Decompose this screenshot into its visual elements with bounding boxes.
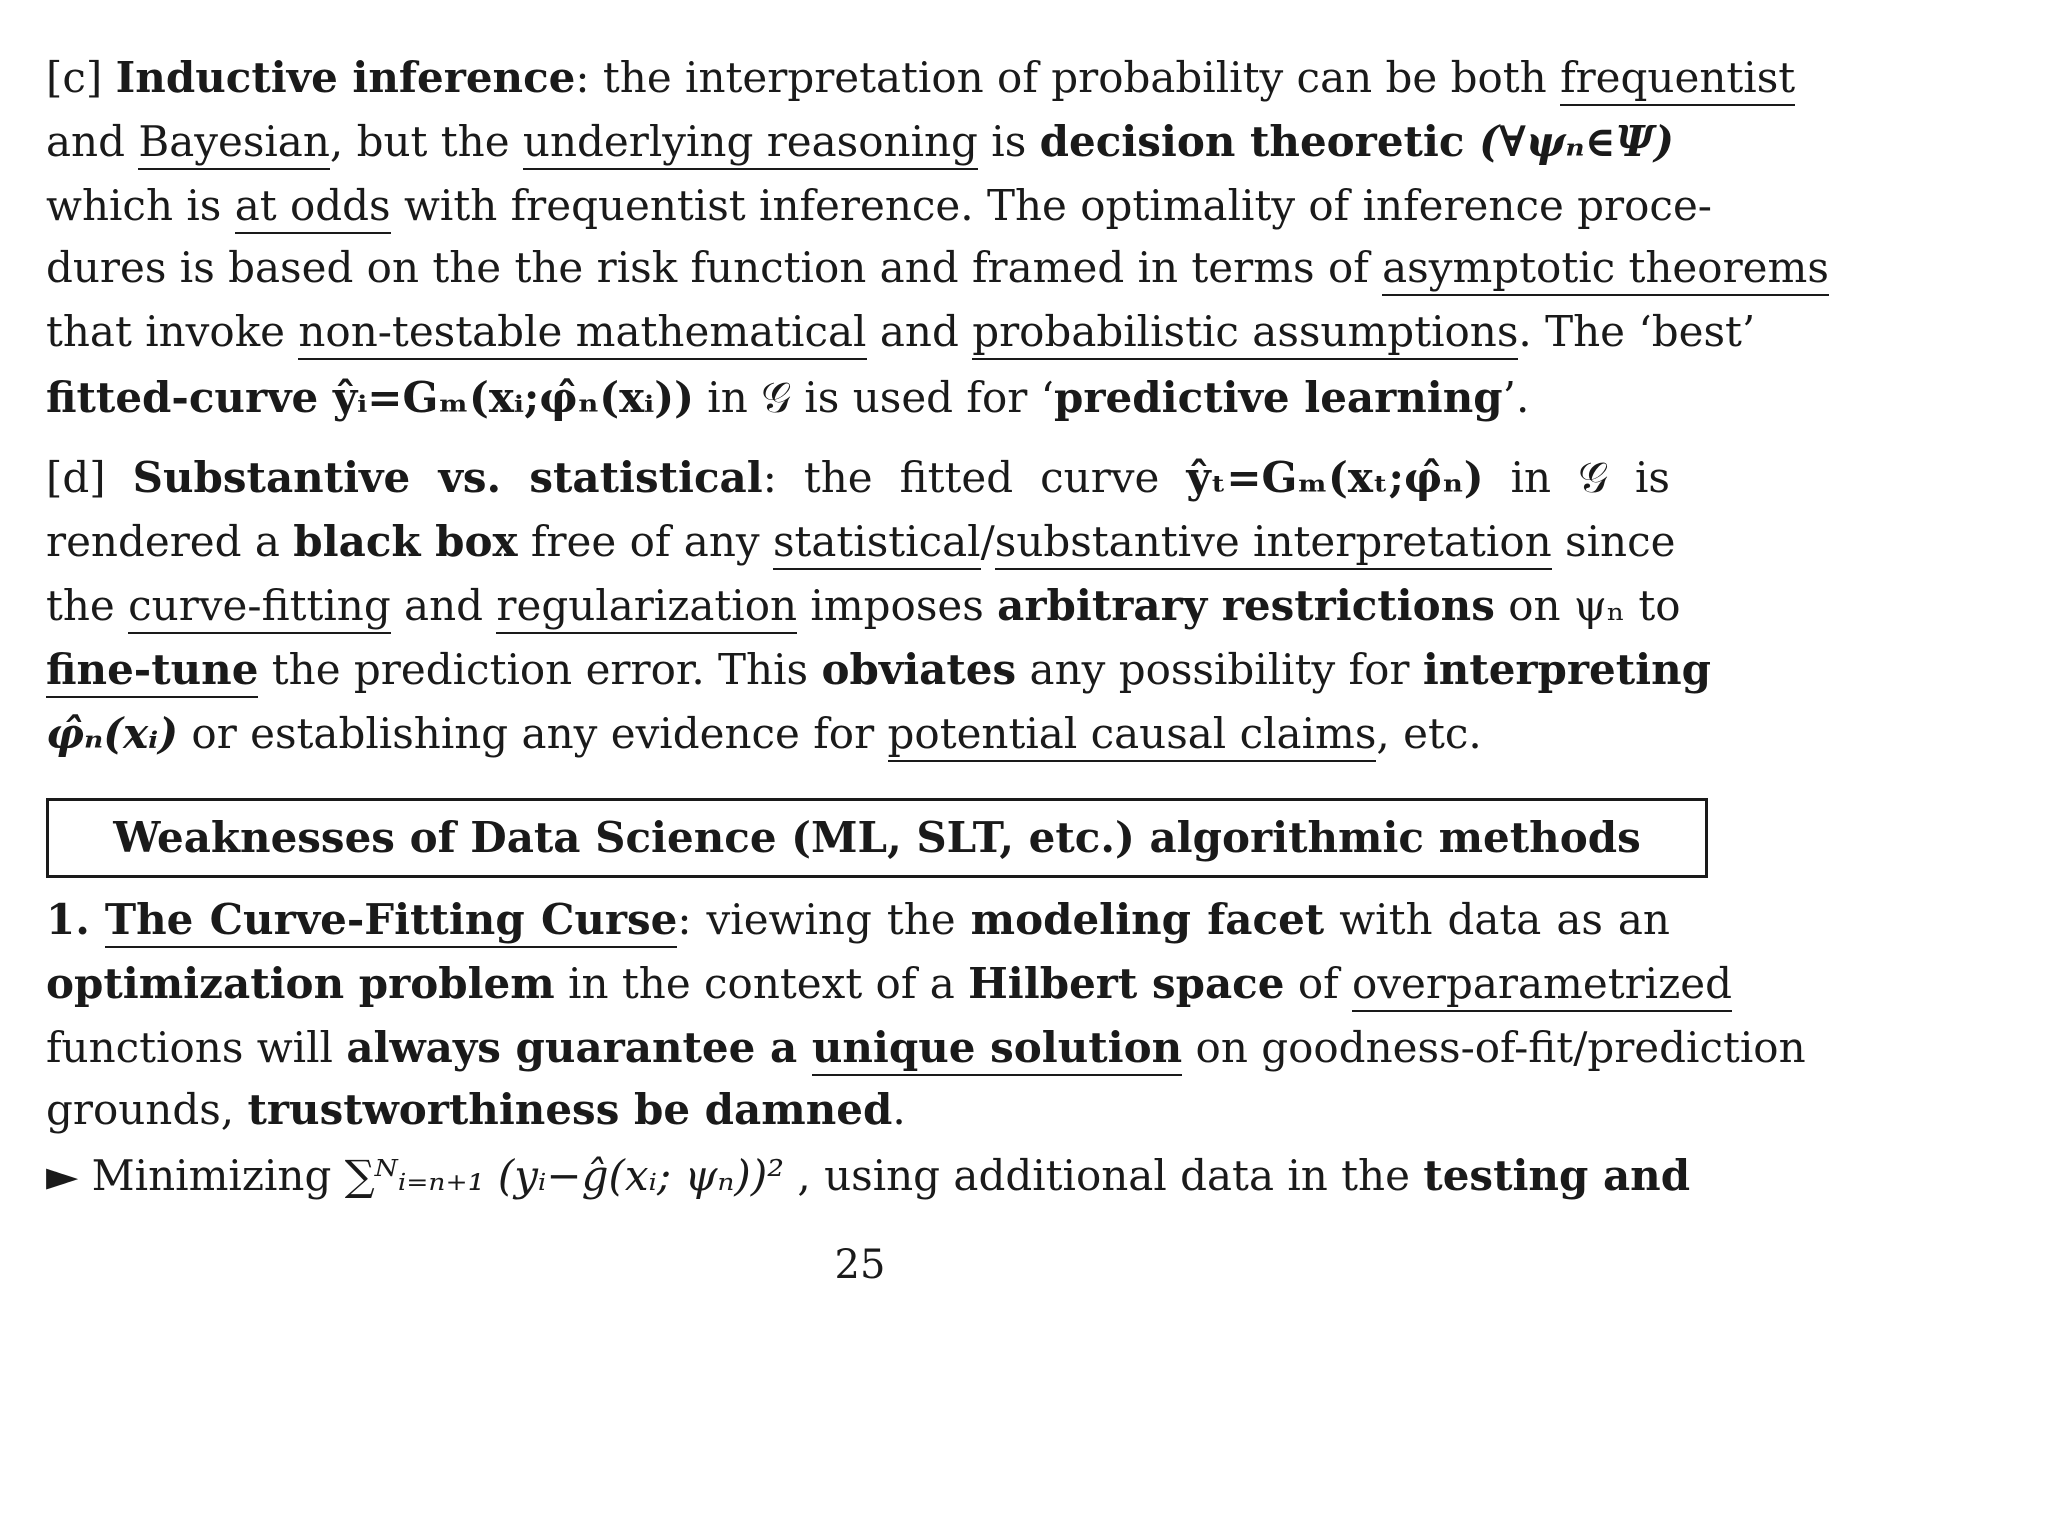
underlined-term: statistical [773, 517, 981, 570]
para-d-line-1: [d] Substantive vs. statistical: the fitted curve ŷₜ=Gₘ(xₜ;φ̂ₙ) in 𝒢 is [46, 453, 1670, 502]
bold-term: optimization problem [46, 959, 555, 1008]
bold-term: trustworthiness be damned [247, 1085, 893, 1134]
math-expression: (∀ψₙ∈Ψ) [1464, 117, 1674, 166]
bold-term: decision theoretic [1039, 117, 1465, 166]
underlined-term: probabilistic assumptions [972, 307, 1518, 360]
underlined-term: regularization [496, 581, 797, 634]
item-1-line-4: grounds, trustworthiness be damned. [46, 1085, 906, 1134]
bold-term: predictive learning [1054, 373, 1503, 422]
para-label: [d] [46, 453, 106, 502]
section-title-box: Weaknesses of Data Science (ML, SLT, etc.) algorithmic methods [46, 798, 1708, 878]
para-c-line-4: dures is based on the the risk function and framed in terms of asymptotic theorems [46, 242, 1670, 294]
para-c-line-2: and Bayesian, but the underlying reasoning is decision theoretic (∀ψₙ∈Ψ) [46, 116, 1670, 168]
math-expression: φ̂ₙ(xᵢ) [46, 709, 179, 758]
item-heading: The Curve-Fitting Curse [105, 895, 678, 948]
item-1-line-1: 1. The Curve-Fitting Curse: viewing the modeling facet with data as an [46, 894, 1670, 946]
para-d-line-4: fine-tune the prediction error. This obviates any possibility for interpreting [46, 644, 1670, 696]
para-heading: Inductive inference [115, 53, 576, 102]
underlined-term: non-testable mathematical [298, 307, 866, 360]
bold-term: black box [293, 517, 518, 566]
para-c-line-1: [c] Inductive inference: the interpretation of probability can be both frequentist [46, 52, 1670, 104]
para-heading: Substantive vs. statistical [132, 453, 763, 502]
underlined-bold-term: unique solution [812, 1023, 1182, 1076]
item-1-line-5: ► Minimizing ∑ᴺᵢ₌ₙ₊₁ (yᵢ−ĝ(xᵢ; ψₙ))² , using additional data in the testing and [46, 1151, 1691, 1200]
bold-term: testing and [1423, 1151, 1691, 1200]
item-1-line-2: optimization problem in the context of a Hilbert space of overparametrized [46, 958, 1670, 1010]
bold-term: modeling facet [970, 895, 1325, 944]
bold-term: interpreting [1422, 645, 1712, 694]
para-d-line-3: the curve-fitting and regularization imposes arbitrary restrictions on ψₙ to [46, 580, 1670, 632]
para-label: [c] [46, 53, 103, 102]
math-expression: ∑ᴺᵢ₌ₙ₊₁ (yᵢ−ĝ(xᵢ; ψₙ))² [344, 1151, 785, 1200]
bold-term: Hilbert space [968, 959, 1285, 1008]
math-expression: ŷₜ=Gₘ(xₜ;φ̂ₙ) [1186, 453, 1484, 502]
page-number: 25 [834, 1242, 886, 1288]
underlined-term: underlying reasoning [523, 117, 978, 170]
bold-term: always guarantee a [346, 1023, 812, 1072]
para-d-line-2: rendered a black box free of any statistical/substantive interpretation since [46, 516, 1670, 568]
underlined-term: potential causal claims [888, 709, 1377, 762]
underlined-term: at odds [235, 181, 391, 234]
underlined-term: frequentist [1560, 53, 1795, 106]
item-1-line-3: functions will always guarantee a unique solution on goodness-of-fit/prediction [46, 1022, 1806, 1074]
bullet-triangle-icon: ► [46, 1151, 79, 1200]
underlined-term: Bayesian [138, 117, 330, 170]
underlined-term: overparametrized [1352, 959, 1732, 1012]
math-expression: ŷᵢ=Gₘ(xᵢ;φ̂ₙ(xᵢ)) [318, 373, 694, 422]
underlined-term: substantive interpretation [995, 517, 1552, 570]
para-c-line-3: which is at odds with frequentist inference. The optimality of inference proce- [46, 180, 1670, 232]
bold-term: fitted-curve [46, 373, 319, 422]
item-number: 1. [46, 895, 90, 944]
bold-term: obviates [821, 645, 1017, 694]
underlined-term: asymptotic theorems [1382, 243, 1829, 296]
para-c-line-6: fitted-curve ŷᵢ=Gₘ(xᵢ;φ̂ₙ(xᵢ)) in 𝒢 is used for ‘predictive learning’. [46, 373, 1530, 422]
para-c-line-5: that invoke non-testable mathematical and probabilistic assumptions. The ‘best’ [46, 306, 1670, 358]
underlined-bold-term: fine-tune [46, 645, 258, 698]
underlined-term: curve-fitting [128, 581, 391, 634]
bold-term: arbitrary restrictions [997, 581, 1495, 630]
para-d-line-5: φ̂ₙ(xᵢ) or establishing any evidence for potential causal claims, etc. [46, 708, 1482, 760]
